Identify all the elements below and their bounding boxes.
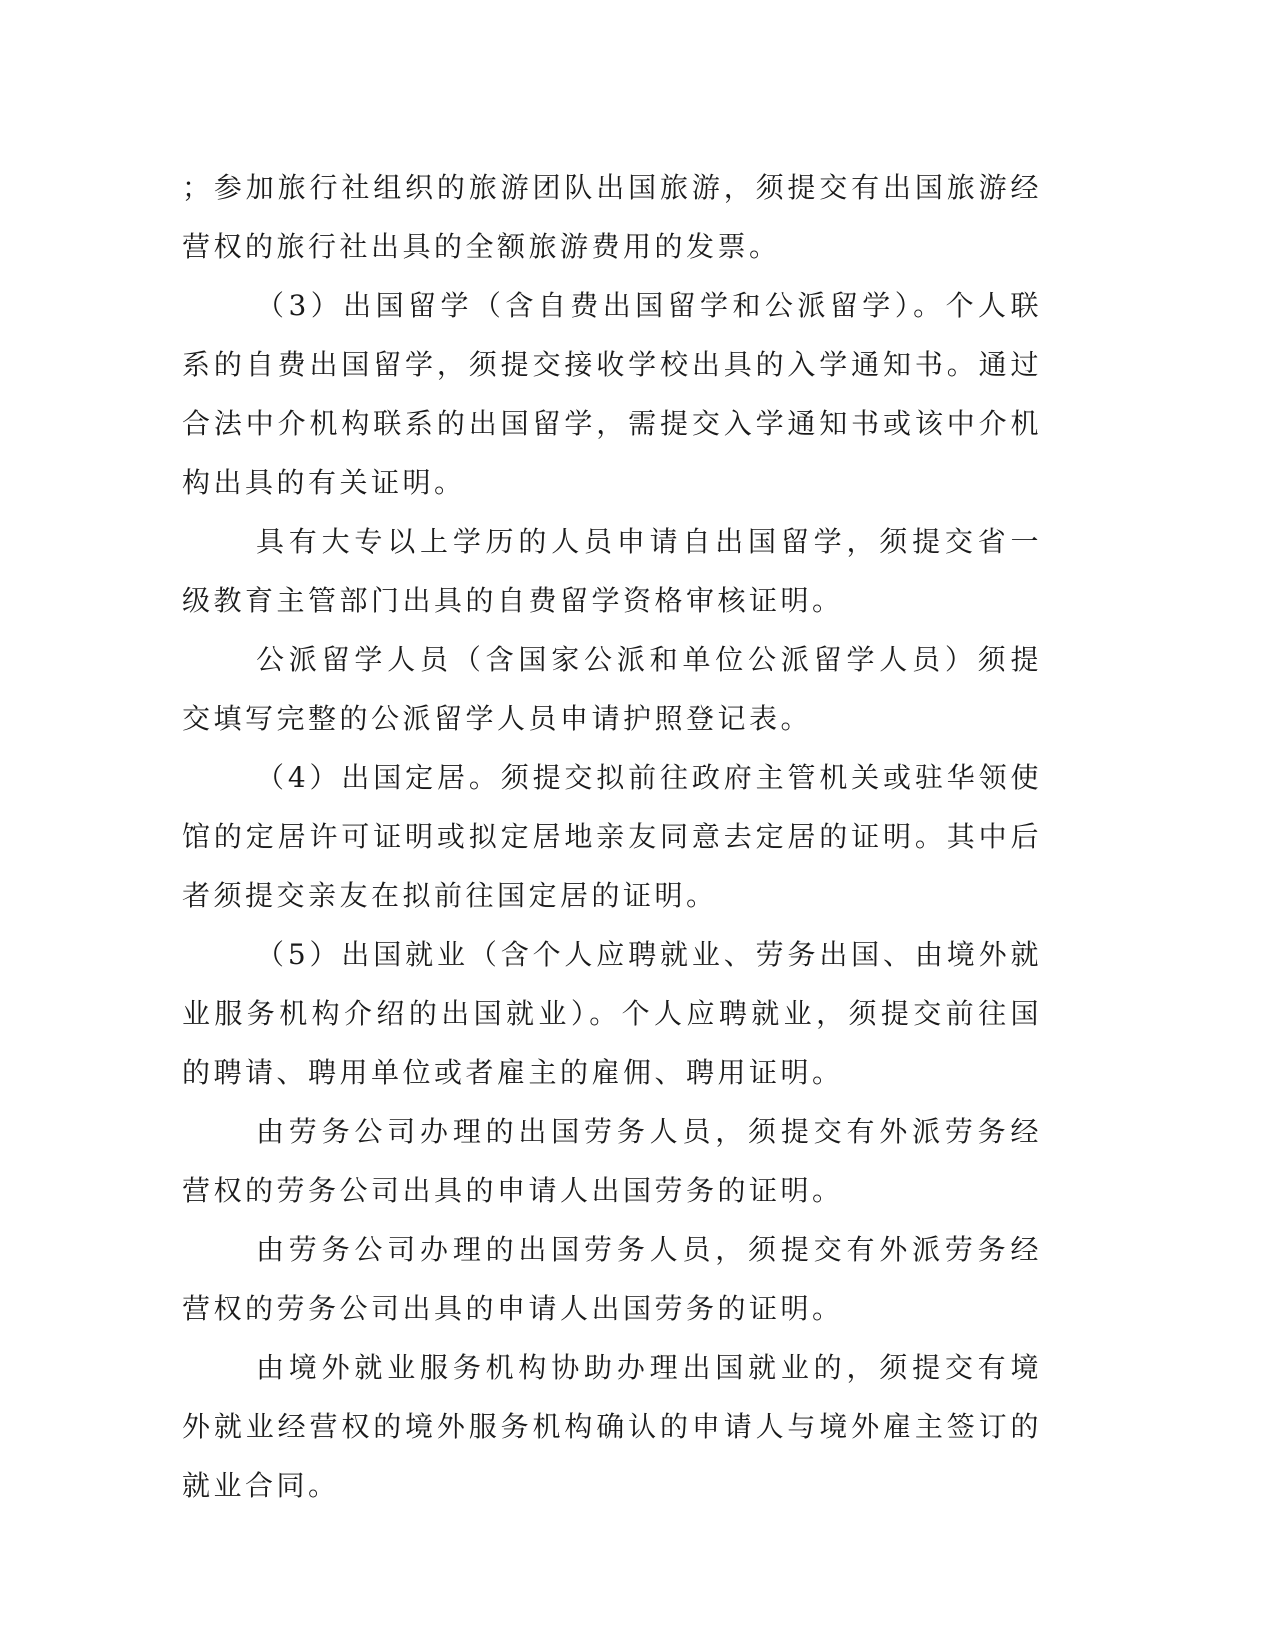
paragraph-labor-company: 由劳务公司办理的出国劳务人员，须提交有外派劳务经营权的劳务公司出具的申请人出国劳务的证明。 xyxy=(182,1115,1042,1207)
paragraph-settlement: （4）出国定居。须提交拟前往政府主管机关或驻华领使馆的定居许可证明或拟定居地亲友同意去定居的证明。其中后者须提交亲友在拟前往国定居的证明。 xyxy=(182,761,1042,912)
paragraph-public-funded: 公派留学人员（含国家公派和单位公派留学人员）须提交填写完整的公派留学人员申请护照登记表。 xyxy=(182,643,1042,735)
paragraph-labor-company-repeat: 由劳务公司办理的出国劳务人员，须提交有外派劳务经营权的劳务公司出具的申请人出国劳务的证明。 xyxy=(182,1233,1042,1325)
paragraph-travel-invoice: ；参加旅行社组织的旅游团队出国旅游，须提交有出国旅游经营权的旅行社出具的全额旅游费用的发票。 xyxy=(182,171,1042,263)
paragraph-college-graduates: 具有大专以上学历的人员申请自出国留学，须提交省一级教育主管部门出具的自费留学资格审核证明。 xyxy=(182,525,1042,617)
paragraph-study-abroad: （3）出国留学（含自费出国留学和公派留学）。个人联系的自费出国留学，须提交接收学校出具的入学通知书。通过合法中介机构联系的出国留学，需提交入学通知书或该中介机构出具的有关证明。 xyxy=(182,289,1042,499)
paragraph-overseas-agency: 由境外就业服务机构协助办理出国就业的，须提交有境外就业经营权的境外服务机构确认的申请人与境外雇主签订的就业合同。 xyxy=(182,1351,1042,1502)
paragraph-employment: （5）出国就业（含个人应聘就业、劳务出国、由境外就业服务机构介绍的出国就业）。个人应聘就业，须提交前往国的聘请、聘用单位或者雇主的雇佣、聘用证明。 xyxy=(182,938,1042,1089)
document-body xyxy=(182,158,1042,1515)
